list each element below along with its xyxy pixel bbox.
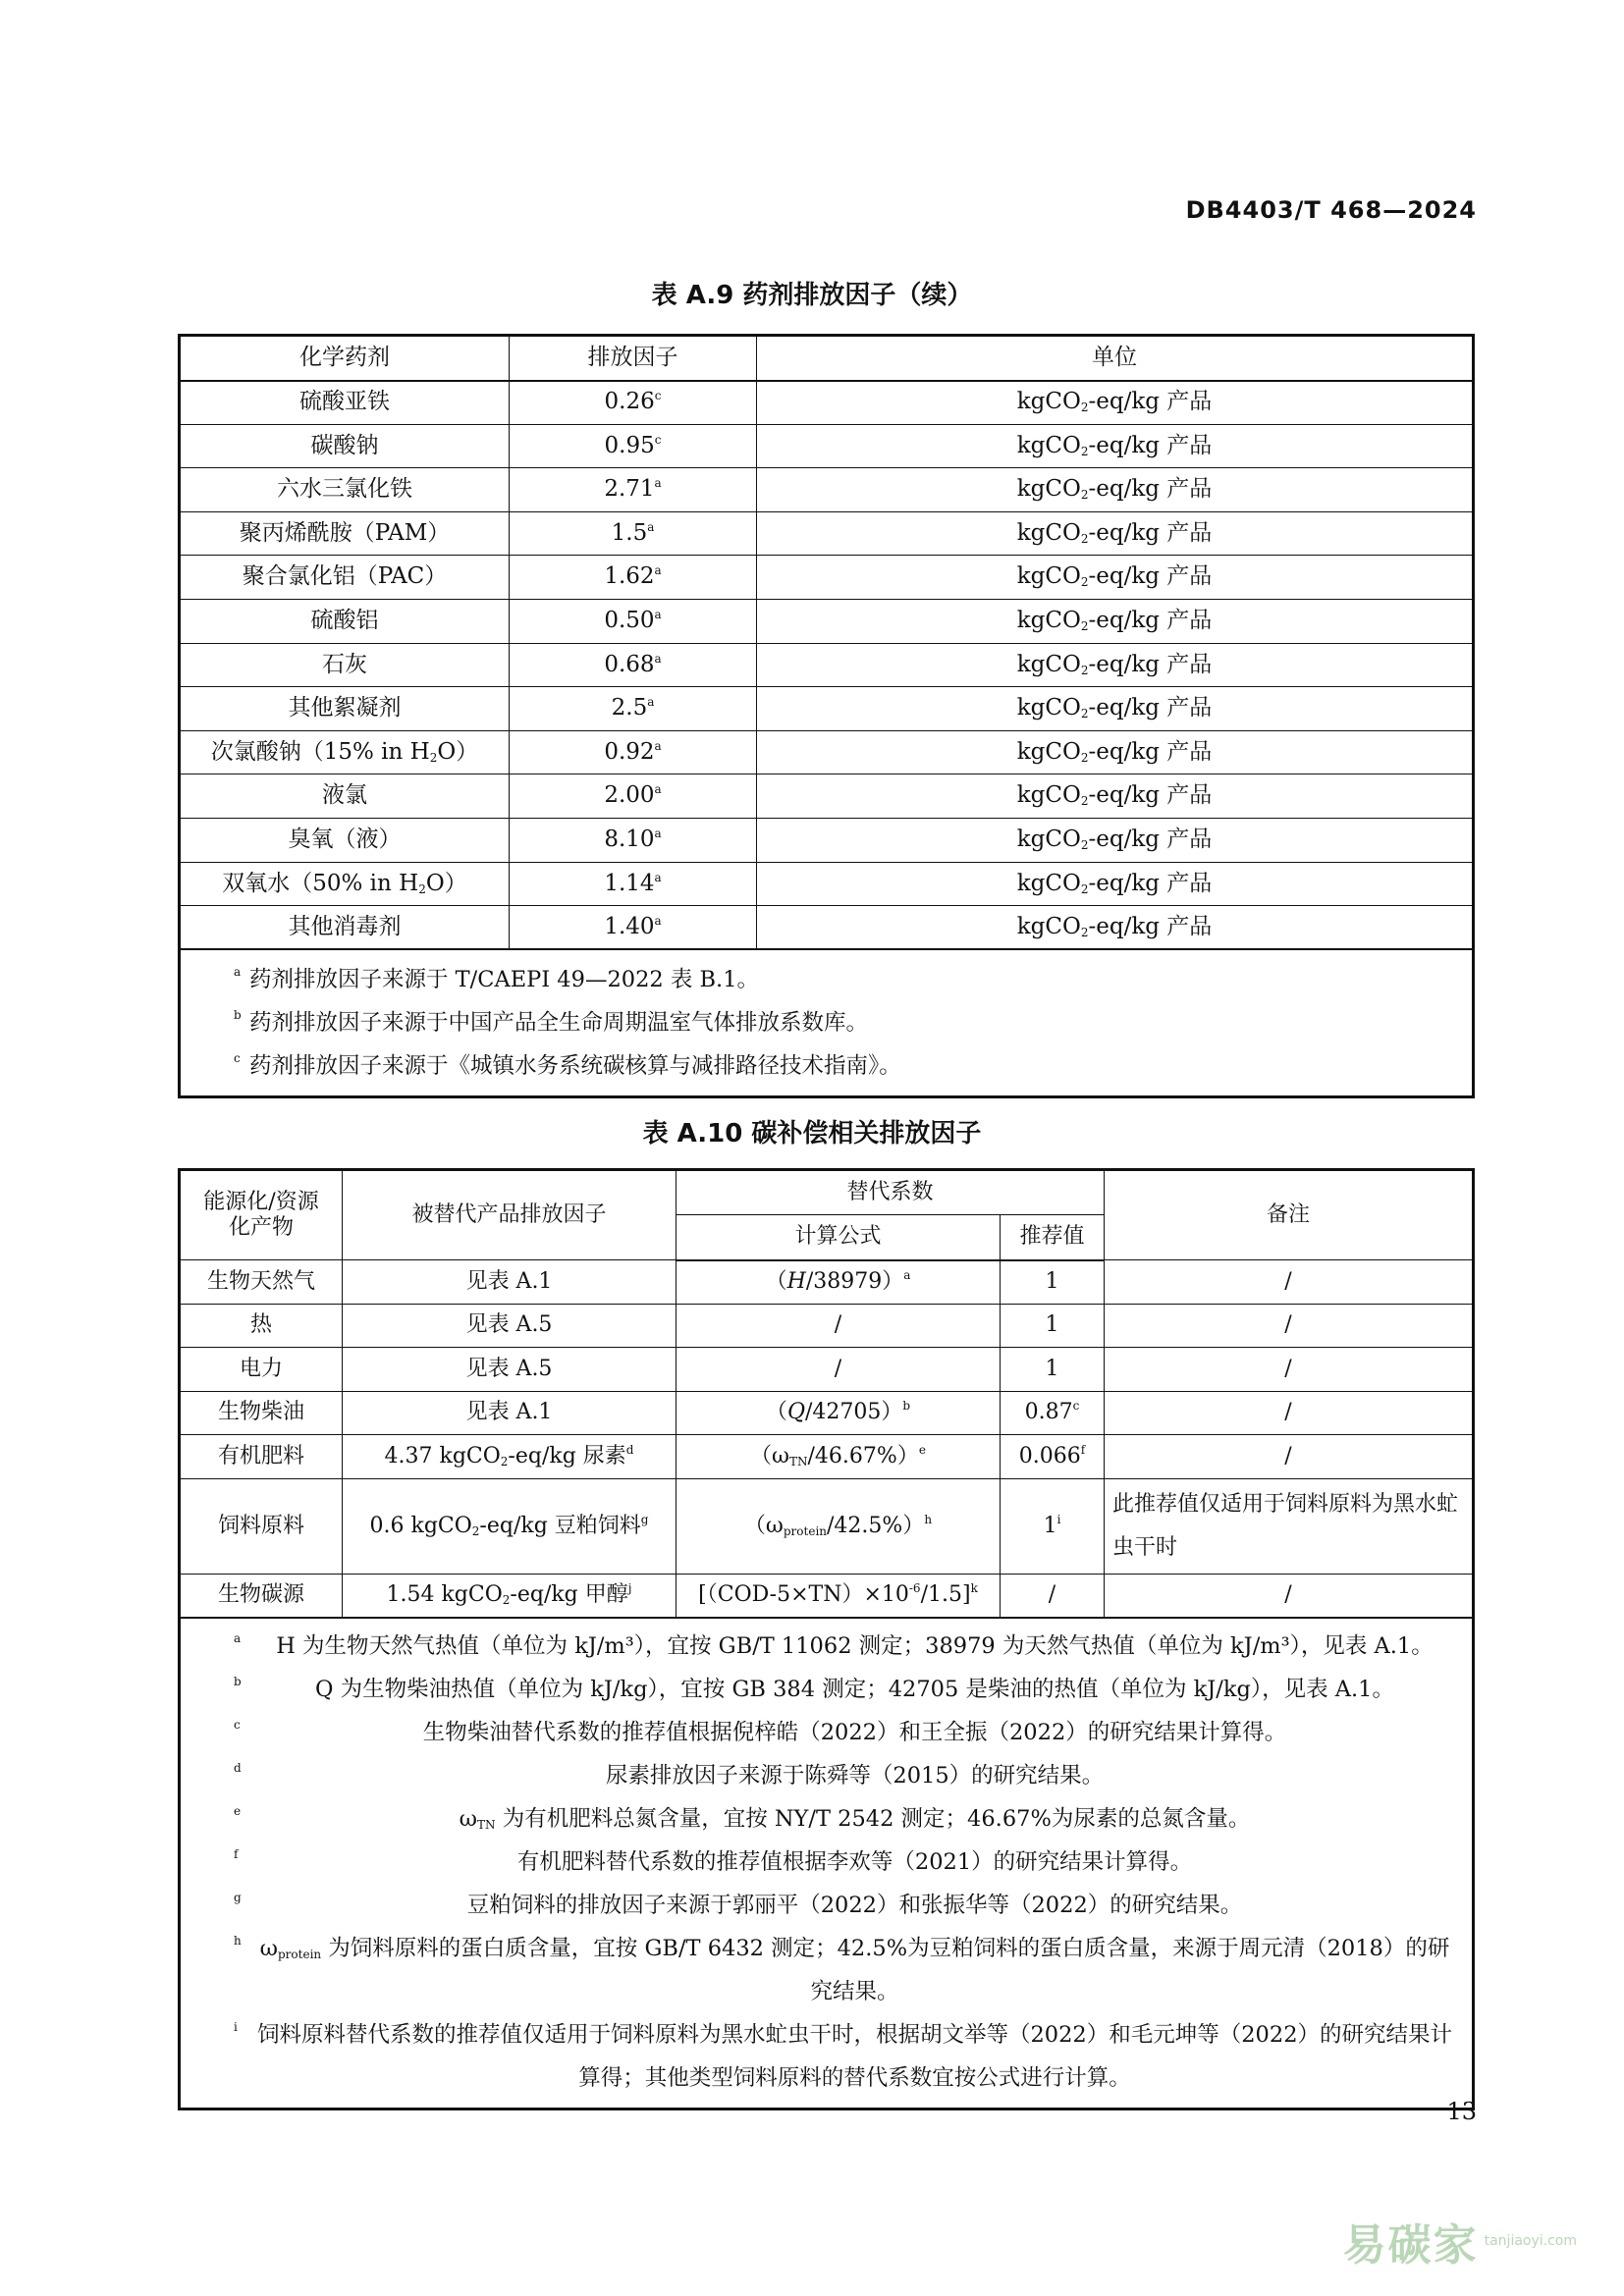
remark: /	[1105, 1304, 1474, 1348]
table-row	[180, 906, 1474, 950]
remark: /	[1105, 1435, 1474, 1479]
unit: kgCO$_2$-eq/kg 产品	[757, 643, 1474, 687]
header-chemical: 化学药剂	[180, 336, 510, 381]
table-row	[180, 1478, 1474, 1574]
emission-factor: 2.5$^a$	[510, 687, 757, 731]
recommended-value: 1	[1001, 1260, 1105, 1305]
table-row	[180, 1391, 1474, 1435]
table-a10	[178, 1168, 1475, 2110]
recommended-value: 1	[1001, 1304, 1105, 1348]
remark: 此推荐值仅适用于饲料原料为黑水虻虫干时	[1105, 1478, 1474, 1574]
table-row	[180, 774, 1474, 819]
formula: $(\omega_{protein}/42.5\%)^h$	[677, 1478, 1001, 1574]
unit: kgCO$_2$-eq/kg 产品	[757, 424, 1474, 468]
emission-factor: 0.50$^a$	[510, 599, 757, 643]
table-row	[180, 1574, 1474, 1618]
header-formula: 计算公式	[677, 1215, 1001, 1260]
table-row	[180, 599, 1474, 643]
table-row	[180, 862, 1474, 906]
chemical-name: 硫酸亚铁	[180, 381, 510, 425]
replaced-factor: 4.37 kgCO$_2$-eq/kg 尿素$^d$	[343, 1435, 677, 1479]
formula: /	[677, 1348, 1001, 1392]
replaced-factor: 1.54 kgCO$_2$-eq/kg 甲醇$^j$	[343, 1574, 677, 1618]
table-row	[180, 1348, 1474, 1392]
table-row	[180, 381, 1474, 425]
emission-factor: 1.62$^a$	[510, 556, 757, 600]
product: 生物柴油	[180, 1391, 343, 1435]
unit: kgCO$_2$-eq/kg 产品	[757, 774, 1474, 819]
note-c: c 生物柴油替代系数的推荐值根据倪梓皓（2022）和王全振（2022）的研究结果计算得。	[234, 1718, 1287, 1746]
replaced-factor: 见表 A.1	[343, 1260, 677, 1305]
product: 饲料原料	[180, 1478, 343, 1574]
note-a: a 药剂排放因子来源于 T/CAEPI 49—2022 表 B.1。	[234, 965, 760, 993]
emission-factor: 0.68$^a$	[510, 643, 757, 687]
emission-factor: 0.95$^c$	[510, 424, 757, 468]
table-row	[180, 1435, 1474, 1479]
formula: $(H/38979)^a$	[677, 1260, 1001, 1305]
chemical-name: 六水三氯化铁	[180, 468, 510, 512]
table-row	[180, 468, 1474, 512]
table-row	[180, 511, 1474, 556]
note-b: b Q 为生物柴油热值（单位为 kJ/kg），宜按 GB 384 测定；42705 是柴油的热值（单位为 kJ/kg），见表 A.1。	[234, 1675, 1394, 1703]
header-replaced-factor: 被替代产品排放因子	[343, 1170, 677, 1260]
emission-factor: 2.00$^a$	[510, 774, 757, 819]
table-row	[180, 1260, 1474, 1305]
unit: kgCO$_2$-eq/kg 产品	[757, 381, 1474, 425]
chemical-name: 臭氧（液）	[180, 818, 510, 862]
recommended-value: 0.87$^c$	[1001, 1391, 1105, 1435]
emission-factor: 1.14$^a$	[510, 862, 757, 906]
table-row	[180, 730, 1474, 774]
unit: kgCO$_2$-eq/kg 产品	[757, 862, 1474, 906]
table-a9-caption: 表 A.9 药剂排放因子（续）	[651, 281, 973, 310]
page-number: 13	[1446, 2098, 1477, 2125]
chemical-name: 石灰	[180, 643, 510, 687]
watermark-url: tanjiaoyi.com	[1484, 2233, 1577, 2249]
note-a: a H 为生物天然气热值（单位为 kJ/m³），宜按 GB/T 11062 测定；38979 为天然气热值（单位为 kJ/m³），见表 A.1。	[234, 1631, 1434, 1660]
header-unit: 单位	[757, 336, 1474, 381]
unit: kgCO$_2$-eq/kg 产品	[757, 599, 1474, 643]
table-a9-notes	[180, 949, 1474, 1097]
note-h: h $\omega_{protein}$ 为饲料原料的蛋白质含量，宜按 GB/T 6432 测定；42.5%为豆粕饲料的蛋白质含量，来源于周元清（2018）的研究结果。	[234, 1934, 1450, 2005]
chemical-name: 其他消毒剂	[180, 906, 510, 950]
watermark-logo	[1343, 2210, 1577, 2272]
emission-factor: 0.92$^a$	[510, 730, 757, 774]
table-row	[180, 556, 1474, 600]
header-remark: 备注	[1105, 1170, 1474, 1260]
remark: /	[1105, 1348, 1474, 1392]
standard-number: DB4403/T 468—2024	[1185, 196, 1477, 224]
watermark-text: 易碳家	[1342, 2220, 1479, 2270]
remark: /	[1105, 1391, 1474, 1435]
formula: $(\omega_{TN}/46.67\%)^e$	[677, 1435, 1001, 1479]
emission-factor: 8.10$^a$	[510, 818, 757, 862]
header-product: 能源化/资源化产物	[180, 1170, 343, 1260]
emission-factor: 1.40$^a$	[510, 906, 757, 950]
chemical-name: 碳酸钠	[180, 424, 510, 468]
emission-factor: 2.71$^a$	[510, 468, 757, 512]
note-f: f 有机肥料替代系数的推荐值根据李欢等（2021）的研究结果计算得。	[234, 1847, 1193, 1876]
chemical-name: 聚合氯化铝（PAC）	[180, 556, 510, 600]
table-row	[180, 1304, 1474, 1348]
table-a10-caption: 表 A.10 碳补偿相关排放因子	[642, 1119, 982, 1148]
remark: /	[1105, 1574, 1474, 1618]
product: 电力	[180, 1348, 343, 1392]
table-row	[180, 424, 1474, 468]
chemical-name: 硫酸铝	[180, 599, 510, 643]
recommended-value: 1$^i$	[1001, 1478, 1105, 1574]
table-a10-notes	[180, 1618, 1474, 2109]
emission-factor: 0.26$^c$	[510, 381, 757, 425]
note-b: b 药剂排放因子来源于中国产品全生命周期温室气体排放系数库。	[234, 1008, 869, 1037]
chemical-name: 次氯酸钠（15% in $H_2O$）	[180, 730, 510, 774]
formula: /	[677, 1304, 1001, 1348]
note-g: g 豆粕饲料的排放因子来源于郭丽平（2022）和张振华等（2022）的研究结果。	[234, 1891, 1243, 1919]
chemical-name: 液氯	[180, 774, 510, 819]
note-d: d 尿素排放因子来源于陈舜等（2015）的研究结果。	[234, 1761, 1105, 1789]
table-row	[180, 818, 1474, 862]
product: 生物碳源	[180, 1574, 343, 1618]
table-a9	[178, 334, 1475, 1098]
note-e: e $\omega_{TN}$ 为有机肥料总氮含量，宜按 NY/T 2542 测定；46.67%为尿素的总氮含量。	[234, 1804, 1251, 1833]
replaced-factor: 见表 A.5	[343, 1348, 677, 1392]
emission-factor: 1.5$^a$	[510, 511, 757, 556]
header-factor: 排放因子	[510, 336, 757, 381]
chemical-name: 聚丙烯酰胺（PAM）	[180, 511, 510, 556]
unit: kgCO$_2$-eq/kg 产品	[757, 906, 1474, 950]
product: 生物天然气	[180, 1260, 343, 1305]
unit: kgCO$_2$-eq/kg 产品	[757, 730, 1474, 774]
product: 热	[180, 1304, 343, 1348]
unit: kgCO$_2$-eq/kg 产品	[757, 468, 1474, 512]
formula: $[(COD-5\times TN)\times 10^{-6}/1.5]^k$	[677, 1574, 1001, 1618]
replaced-factor: 0.6 kgCO$_2$-eq/kg 豆粕饲料$^g$	[343, 1478, 677, 1574]
note-c: c 药剂排放因子来源于《城镇水务系统碳核算与减排路径技术指南》。	[234, 1051, 901, 1080]
table-row	[180, 687, 1474, 731]
table-row	[180, 643, 1474, 687]
recommended-value: 0.066$^f$	[1001, 1435, 1105, 1479]
chemical-name: 双氧水（50% in $H_2O$）	[180, 862, 510, 906]
replaced-factor: 见表 A.1	[343, 1391, 677, 1435]
unit: kgCO$_2$-eq/kg 产品	[757, 556, 1474, 600]
unit: kgCO$_2$-eq/kg 产品	[757, 687, 1474, 731]
unit: kgCO$_2$-eq/kg 产品	[757, 511, 1474, 556]
recommended-value: 1	[1001, 1348, 1105, 1392]
unit: kgCO$_2$-eq/kg 产品	[757, 818, 1474, 862]
formula: $(Q/42705)^b$	[677, 1391, 1001, 1435]
replaced-factor: 见表 A.5	[343, 1304, 677, 1348]
recommended-value: /	[1001, 1574, 1105, 1618]
product: 有机肥料	[180, 1435, 343, 1479]
header-recommended: 推荐值	[1001, 1215, 1105, 1260]
header-substitution-coefficient: 替代系数	[677, 1170, 1105, 1215]
remark: /	[1105, 1260, 1474, 1305]
note-i: i 饲料原料替代系数的推荐值仅适用于饲料原料为黑水虻虫干时，根据胡文举等（2022）和毛元坤等（2022）的研究结果计算得；其他类型饲料原料的替代系数宜按公式进行计算。	[234, 2020, 1453, 2092]
chemical-name: 其他絮凝剂	[180, 687, 510, 731]
